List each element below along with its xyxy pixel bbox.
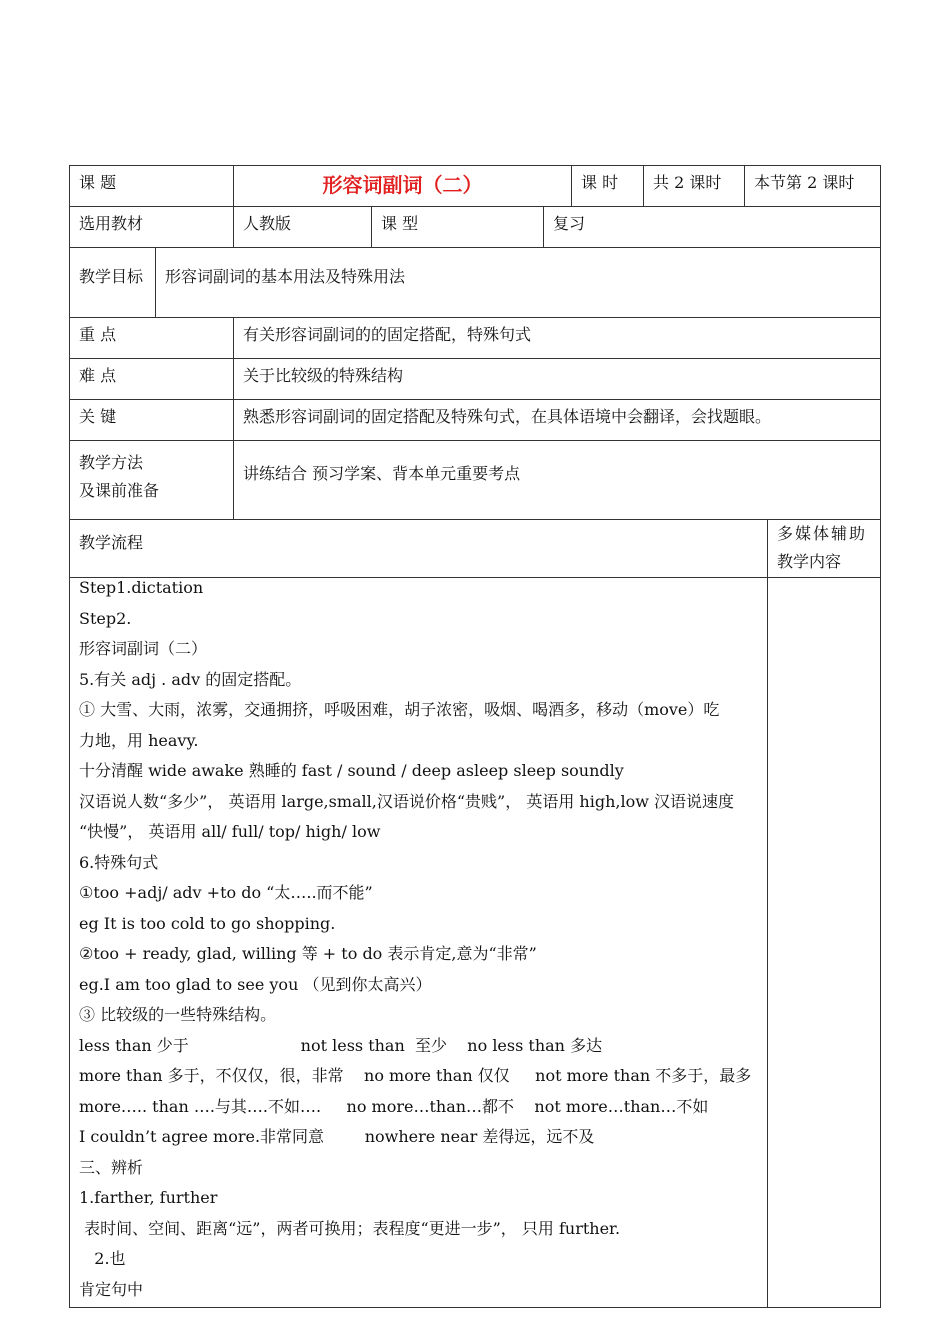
content-line: Step1.dictation (79, 578, 204, 597)
content-line: 5.有关 adj . adv 的固定搭配。 (79, 669, 302, 689)
content-line: 汉语说人数“多少”， 英语用 large,small,汉语说价格“贵贱”， 英语用 high,low 汉语说速度 (79, 791, 734, 811)
content-line: 表时间、空间、距离“远”，两者可换用；表程度“更进一步”， 只用 further. (79, 1218, 621, 1238)
goal-label: 教学目标 (79, 267, 144, 286)
media-label-line-2: 教学内容 (777, 552, 842, 571)
header-row (70, 166, 880, 207)
method-value: 讲练结合 预习学案、背本单元重要考点 (233, 441, 880, 519)
content-line: ① 大雪、大雨，浓雾，交通拥挤，呼吸困难，胡子浓密，吸烟、喝酒多，移动（move）吃 (79, 700, 720, 719)
crux-label: 关 键 (79, 407, 117, 426)
key-point-value: 有关形容词副词的的固定搭配，特殊句式 (233, 318, 880, 358)
flow-row (70, 520, 880, 578)
content-line: 三、辨析 (79, 1157, 144, 1177)
content-line: 形容词副词（二） (79, 639, 208, 658)
material-row (70, 207, 880, 248)
media-label-line-1: 多媒体辅助 (777, 524, 868, 543)
hours-label: 课 时 (571, 166, 643, 206)
content-line: more than 多于，不仅仅，很，非常 no more than 仅仅 not more than 不多于，最多 (79, 1066, 752, 1085)
topic-label: 课 题 (79, 173, 117, 192)
crux-row (70, 400, 880, 441)
type-value: 复习 (543, 207, 880, 247)
content-line: ①too +adj/ adv +to do “太…..而不能” (79, 883, 373, 902)
type-label: 课 型 (371, 207, 543, 247)
goal-value: 形容词副词的基本用法及特殊用法 (155, 248, 880, 317)
content-line: “快慢”， 英语用 all/ full/ top/ high/ low (79, 822, 381, 841)
content-line: 6.特殊句式 (79, 852, 159, 872)
difficulty-row (70, 359, 880, 400)
content-line: ②too + ready, glad, willing 等 + to do 表示肯定,意为“非常” (79, 944, 537, 963)
content-line: less than 少于 not less than 至少 no less than 多达 (79, 1035, 603, 1055)
content-line: 2.也 (79, 1249, 126, 1268)
material-label: 选用教材 (79, 214, 144, 233)
method-row (70, 441, 880, 520)
current-hour: 本节第 2 课时 (744, 166, 880, 206)
lesson-content (70, 578, 767, 1307)
media-column (767, 578, 880, 1307)
difficulty-value: 关于比较级的特殊结构 (233, 359, 880, 399)
method-label-line-2: 及课前准备 (79, 481, 160, 500)
content-line: 力地，用 heavy. (79, 730, 199, 750)
media-label (767, 520, 880, 577)
content-row (70, 578, 880, 1307)
key-point-row (70, 318, 880, 359)
lesson-plan-table (69, 165, 881, 1308)
method-label (70, 441, 233, 519)
flow-label: 教学流程 (79, 533, 144, 552)
content-line: 1.farther, further (79, 1188, 218, 1207)
total-hours: 共 2 课时 (643, 166, 744, 206)
content-line: 肯定句中 (79, 1279, 144, 1299)
content-line: 十分清醒 wide awake 熟睡的 fast / sound / deep asleep sleep soundly (79, 761, 624, 780)
content-line: more….. than ….与其….不如…. no more…than…都不 not more…than…不如 (79, 1096, 709, 1116)
content-line: eg It is too cold to go shopping. (79, 913, 336, 933)
key-point-label: 重 点 (79, 325, 117, 344)
content-line: ③ 比较级的一些特殊结构。 (79, 1005, 277, 1024)
content-line: I couldn’t agree more.非常同意 nowhere near 差得远，远不及 (79, 1127, 595, 1146)
difficulty-label: 难 点 (79, 366, 117, 385)
content-line: Step2. (79, 608, 132, 628)
page-title: 形容词副词（二） (233, 166, 571, 206)
material-value: 人教版 (233, 207, 371, 247)
method-label-line-1: 教学方法 (79, 453, 144, 472)
crux-value: 熟悉形容词副词的固定搭配及特殊句式，在具体语境中会翻译，会找题眼。 (233, 400, 880, 440)
goal-row (70, 248, 880, 318)
content-line: eg.I am too glad to see you （见到你太高兴） (79, 974, 432, 994)
